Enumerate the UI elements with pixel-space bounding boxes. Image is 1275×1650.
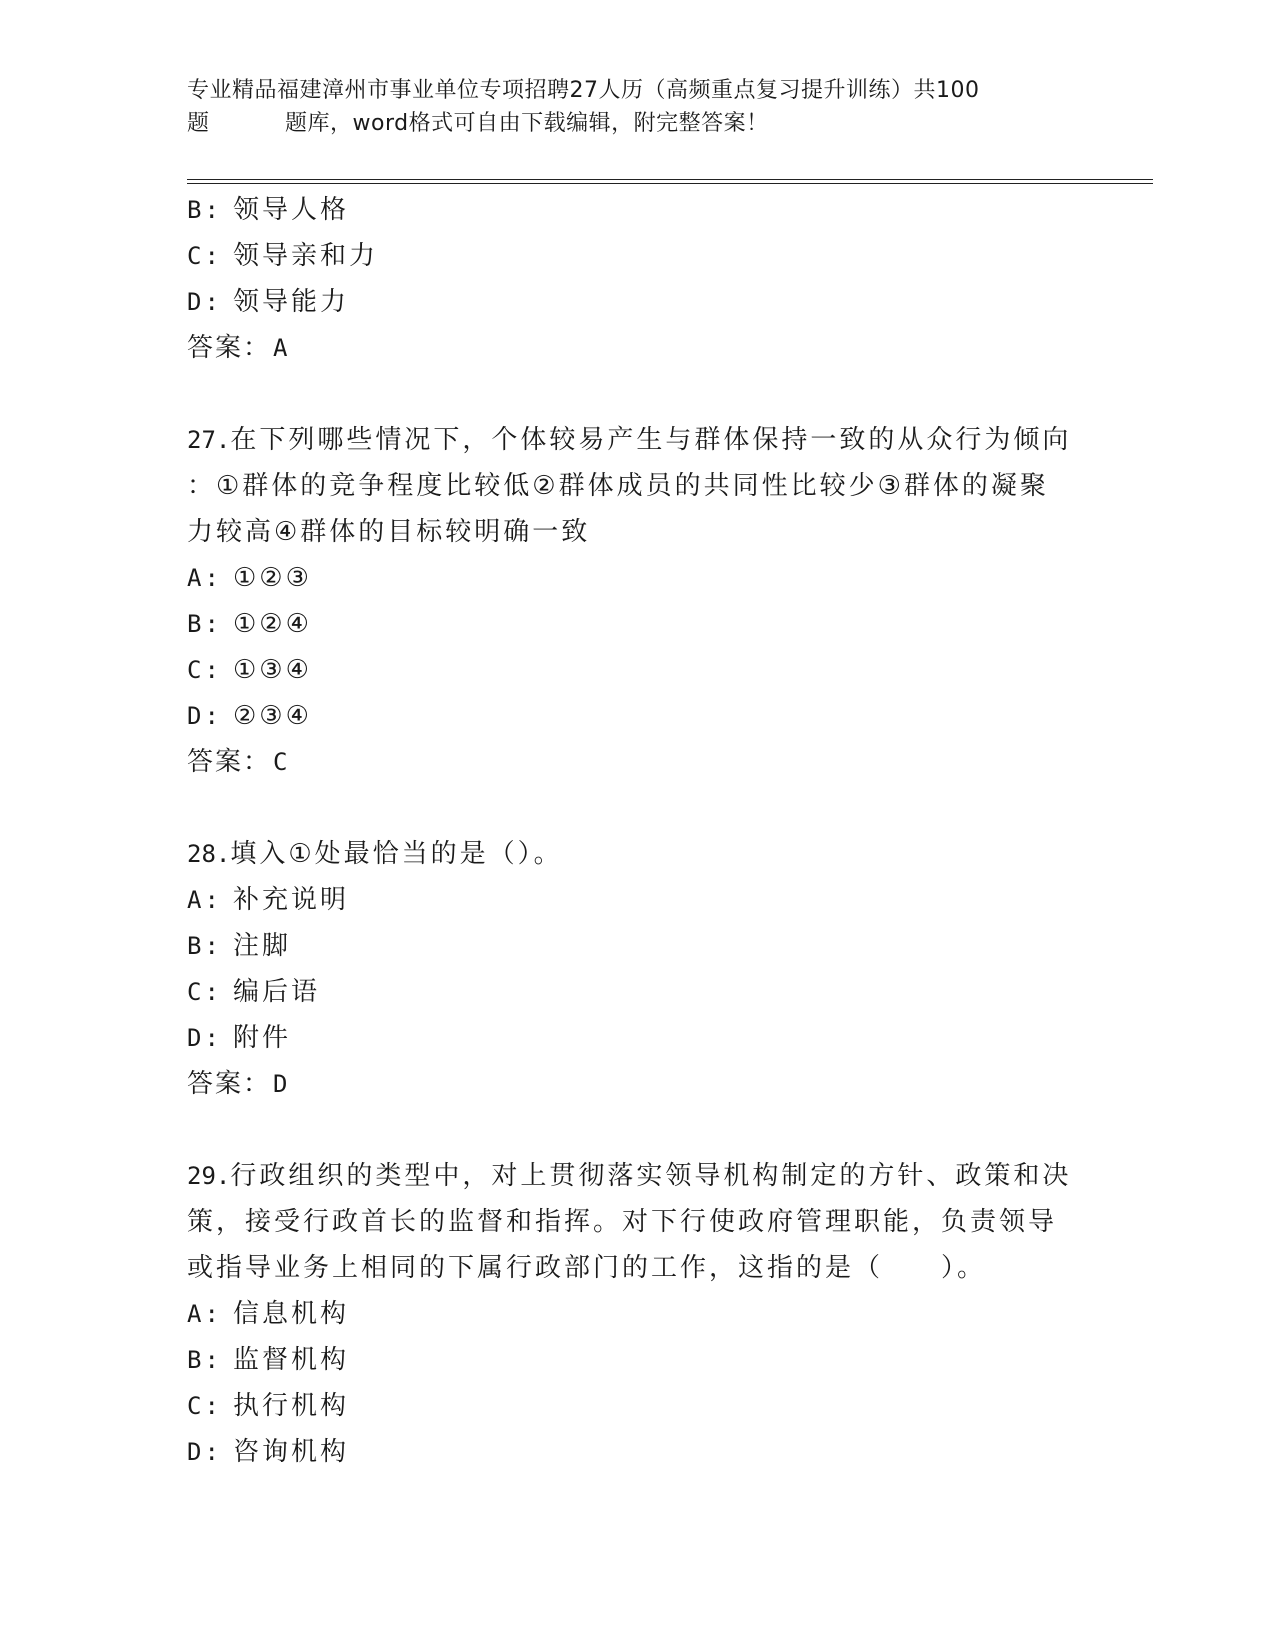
question-29	[187, 1153, 1087, 1475]
option-key: D:	[187, 288, 222, 316]
question-text: 填入①处最恰当的是（）。	[230, 839, 563, 869]
option-text: ②③④	[233, 701, 312, 731]
question-stem-line	[187, 831, 1087, 877]
answer-line	[187, 739, 1087, 785]
option-text: 信息机构	[233, 1299, 350, 1329]
option-a	[187, 877, 1087, 923]
question-number: 27.	[187, 426, 231, 454]
option-a	[187, 555, 1087, 601]
question-stem-line	[187, 1153, 1087, 1199]
option-c	[187, 969, 1087, 1015]
question-text: 在下列哪些情况下，个体较易产生与群体保持一致的从众行为倾向	[230, 425, 1072, 455]
option-c	[187, 233, 1087, 279]
answer-value: D	[273, 1070, 290, 1098]
answer-line	[187, 325, 1087, 371]
option-b	[187, 1337, 1087, 1383]
header-line-1: 专业精品福建漳州市事业单位专项招聘27人历（高频重点复习提升训练）共100	[187, 78, 980, 103]
option-key: B:	[187, 932, 222, 960]
option-text: 领导能力	[233, 287, 350, 317]
question-stem-line: 力较高④群体的目标较明确一致	[187, 517, 591, 547]
answer-value: C	[273, 748, 290, 776]
question-28	[187, 831, 1087, 1107]
document-body	[187, 187, 1087, 1475]
answer-label: 答案：	[187, 1069, 272, 1099]
question-stem-line: 策，接受行政首长的监督和指挥。对下行使政府管理职能，负责领导	[187, 1207, 1058, 1237]
option-key: C:	[187, 656, 222, 684]
option-key: D:	[187, 1438, 222, 1466]
option-d	[187, 1429, 1087, 1475]
header-line-2-lead: 题	[187, 111, 210, 136]
option-text: 补充说明	[233, 885, 350, 915]
header-rule-top	[187, 179, 1153, 180]
option-key: A:	[187, 564, 222, 592]
question-stem-line	[187, 417, 1087, 463]
header-line-2-text: 题库，word格式可自由下载编辑，附完整答案！	[285, 111, 769, 136]
option-text: ①②③	[233, 563, 312, 593]
option-c	[187, 647, 1087, 693]
option-text: 领导亲和力	[233, 241, 379, 271]
option-key: B:	[187, 1346, 222, 1374]
option-key: C:	[187, 1392, 222, 1420]
option-text: 编后语	[233, 977, 321, 1007]
option-key: A:	[187, 1300, 222, 1328]
question-stem-line: ：①群体的竞争程度比较低②群体成员的共同性比较少③群体的凝聚	[187, 471, 1049, 501]
question-26-continuation	[187, 187, 1087, 371]
question-text: 行政组织的类型中，对上贯彻落实领导机构制定的方针、政策和决	[230, 1161, 1072, 1191]
option-text: 执行机构	[233, 1391, 350, 1421]
option-d	[187, 279, 1087, 325]
option-key: D:	[187, 1024, 222, 1052]
option-b	[187, 187, 1087, 233]
option-text: 监督机构	[233, 1345, 350, 1375]
answer-value: A	[273, 334, 290, 362]
option-key: B:	[187, 610, 222, 638]
option-text: ①③④	[233, 655, 312, 685]
header-rule-bottom	[187, 183, 1153, 184]
option-key: D:	[187, 702, 222, 730]
option-text: ①②④	[233, 609, 312, 639]
answer-label: 答案：	[187, 747, 272, 777]
option-d	[187, 1015, 1087, 1061]
option-key: A:	[187, 886, 222, 914]
option-text: 领导人格	[233, 195, 350, 225]
option-c	[187, 1383, 1087, 1429]
option-text: 咨询机构	[233, 1437, 350, 1467]
option-text: 注脚	[233, 931, 292, 961]
question-stem-line: 或指导业务上相同的下属行政部门的工作，这指的是（ ）。	[187, 1253, 987, 1283]
answer-label: 答案：	[187, 333, 272, 363]
option-b	[187, 923, 1087, 969]
question-27	[187, 417, 1087, 785]
option-a	[187, 1291, 1087, 1337]
answer-line	[187, 1061, 1087, 1107]
question-number: 29.	[187, 1162, 231, 1190]
option-key: C:	[187, 978, 222, 1006]
option-key: B:	[187, 196, 222, 224]
document-header	[187, 74, 1087, 140]
option-d	[187, 693, 1087, 739]
option-text: 附件	[233, 1023, 292, 1053]
header-line-2	[187, 107, 1087, 140]
option-key: C:	[187, 242, 222, 270]
question-number: 28.	[187, 840, 231, 868]
option-b	[187, 601, 1087, 647]
